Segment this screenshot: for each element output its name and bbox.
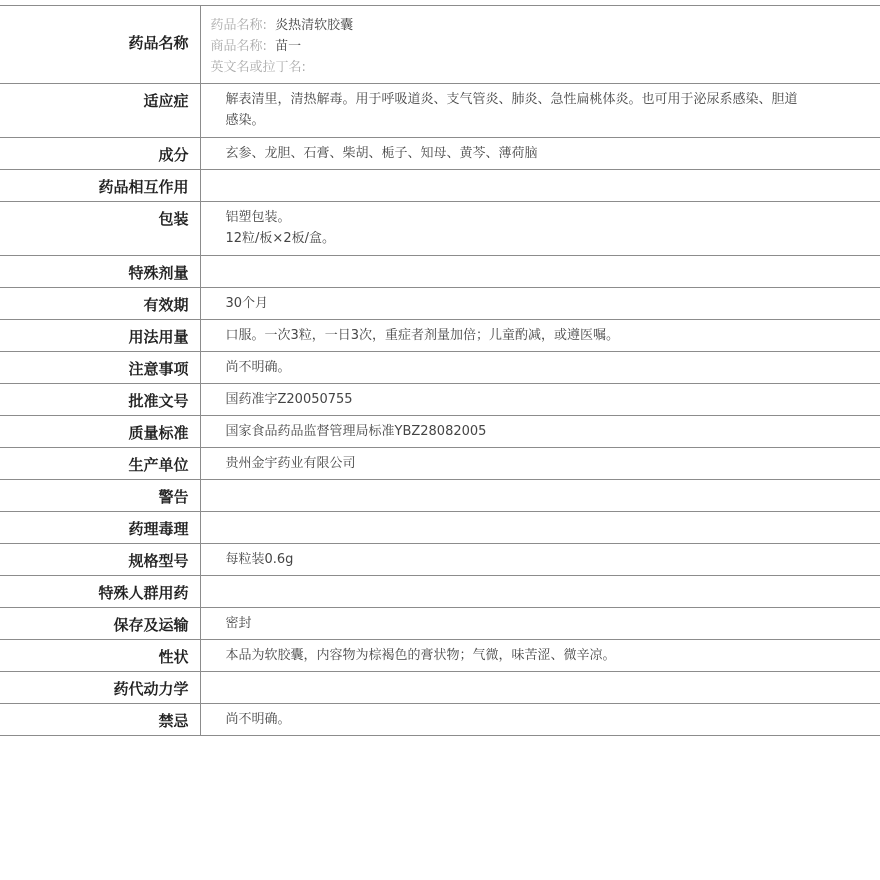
row-value: 尚不明确。 (200, 704, 880, 736)
row-value (200, 512, 880, 544)
row-ingredients (0, 138, 880, 170)
row-label: 用法用量 (0, 320, 200, 352)
row-value (200, 256, 880, 288)
row-storage (0, 608, 880, 640)
row-value: 玄参、龙胆、石膏、柴胡、栀子、知母、黄芩、薄荷脑 (200, 138, 880, 170)
row-precautions (0, 352, 880, 384)
packaging-line-2: 12粒/板×2板/盒。 (225, 231, 335, 246)
row-value (200, 672, 880, 704)
row-drug-name (0, 6, 880, 84)
row-label: 包装 (0, 202, 200, 256)
row-value (200, 576, 880, 608)
drug-info-table (0, 5, 880, 736)
row-value: 每粒装0.6g (200, 544, 880, 576)
trade-name-label: 商品名称: (210, 39, 267, 54)
row-value: 国药准字Z20050755 (200, 384, 880, 416)
row-label: 质量标准 (0, 416, 200, 448)
row-value: 贵州金宇药业有限公司 (200, 448, 880, 480)
row-label: 药理毒理 (0, 512, 200, 544)
row-special-population (0, 576, 880, 608)
row-packaging (0, 202, 880, 256)
row-value: 本品为软胶囊，内容物为棕褐色的膏状物；气微，味苦涩、微辛凉。 (200, 640, 880, 672)
row-label: 特殊剂量 (0, 256, 200, 288)
row-value: 密封 (200, 608, 880, 640)
row-label: 药代动力学 (0, 672, 200, 704)
trade-name-line (211, 36, 801, 57)
row-label: 警告 (0, 480, 200, 512)
row-label: 禁忌 (0, 704, 200, 736)
drug-name-label: 药品名称: (210, 18, 267, 33)
row-indications (0, 84, 880, 138)
row-value: 解表清里，清热解毒。用于呼吸道炎、支气管炎、肺炎、急性扁桃体炎。也可用于泌尿系感染、胆道感染。 (200, 84, 880, 138)
row-label: 药品名称 (0, 6, 200, 84)
row-description (0, 640, 880, 672)
row-label: 生产单位 (0, 448, 200, 480)
row-shelf-life (0, 288, 880, 320)
row-approval-number (0, 384, 880, 416)
row-quality-standard (0, 416, 880, 448)
row-toxicology (0, 512, 880, 544)
row-contraindications (0, 704, 880, 736)
row-value: 30个月 (200, 288, 880, 320)
row-label: 性状 (0, 640, 200, 672)
row-value: 口服。一次3粒，一日3次，重症者剂量加倍；儿童酌减，或遵医嘱。 (200, 320, 880, 352)
row-label: 注意事项 (0, 352, 200, 384)
row-label: 适应症 (0, 84, 200, 138)
row-value (200, 480, 880, 512)
row-specification (0, 544, 880, 576)
row-label: 特殊人群用药 (0, 576, 200, 608)
row-value: 国家食品药品监督管理局标准YBZ28082005 (200, 416, 880, 448)
row-label: 药品相互作用 (0, 170, 200, 202)
english-name-label: 英文名或拉丁名: (210, 60, 306, 75)
row-manufacturer (0, 448, 880, 480)
row-label: 成分 (0, 138, 200, 170)
drug-name-block (200, 6, 880, 84)
row-value: 尚不明确。 (200, 352, 880, 384)
row-pharmacokinetics (0, 672, 880, 704)
row-special-dosage (0, 256, 880, 288)
drug-name-value: 炎热清软胶囊 (275, 18, 354, 33)
row-label: 规格型号 (0, 544, 200, 576)
row-label: 有效期 (0, 288, 200, 320)
row-label: 批准文号 (0, 384, 200, 416)
english-name-line (211, 57, 801, 78)
row-warning (0, 480, 880, 512)
trade-name-value: 苗一 (275, 39, 302, 54)
packaging-block (200, 202, 880, 256)
row-interactions (0, 170, 880, 202)
packaging-line-1: 铝塑包装。 (225, 210, 291, 225)
drug-name-line (211, 15, 801, 36)
row-label: 保存及运输 (0, 608, 200, 640)
row-value (200, 170, 880, 202)
row-dosage (0, 320, 880, 352)
